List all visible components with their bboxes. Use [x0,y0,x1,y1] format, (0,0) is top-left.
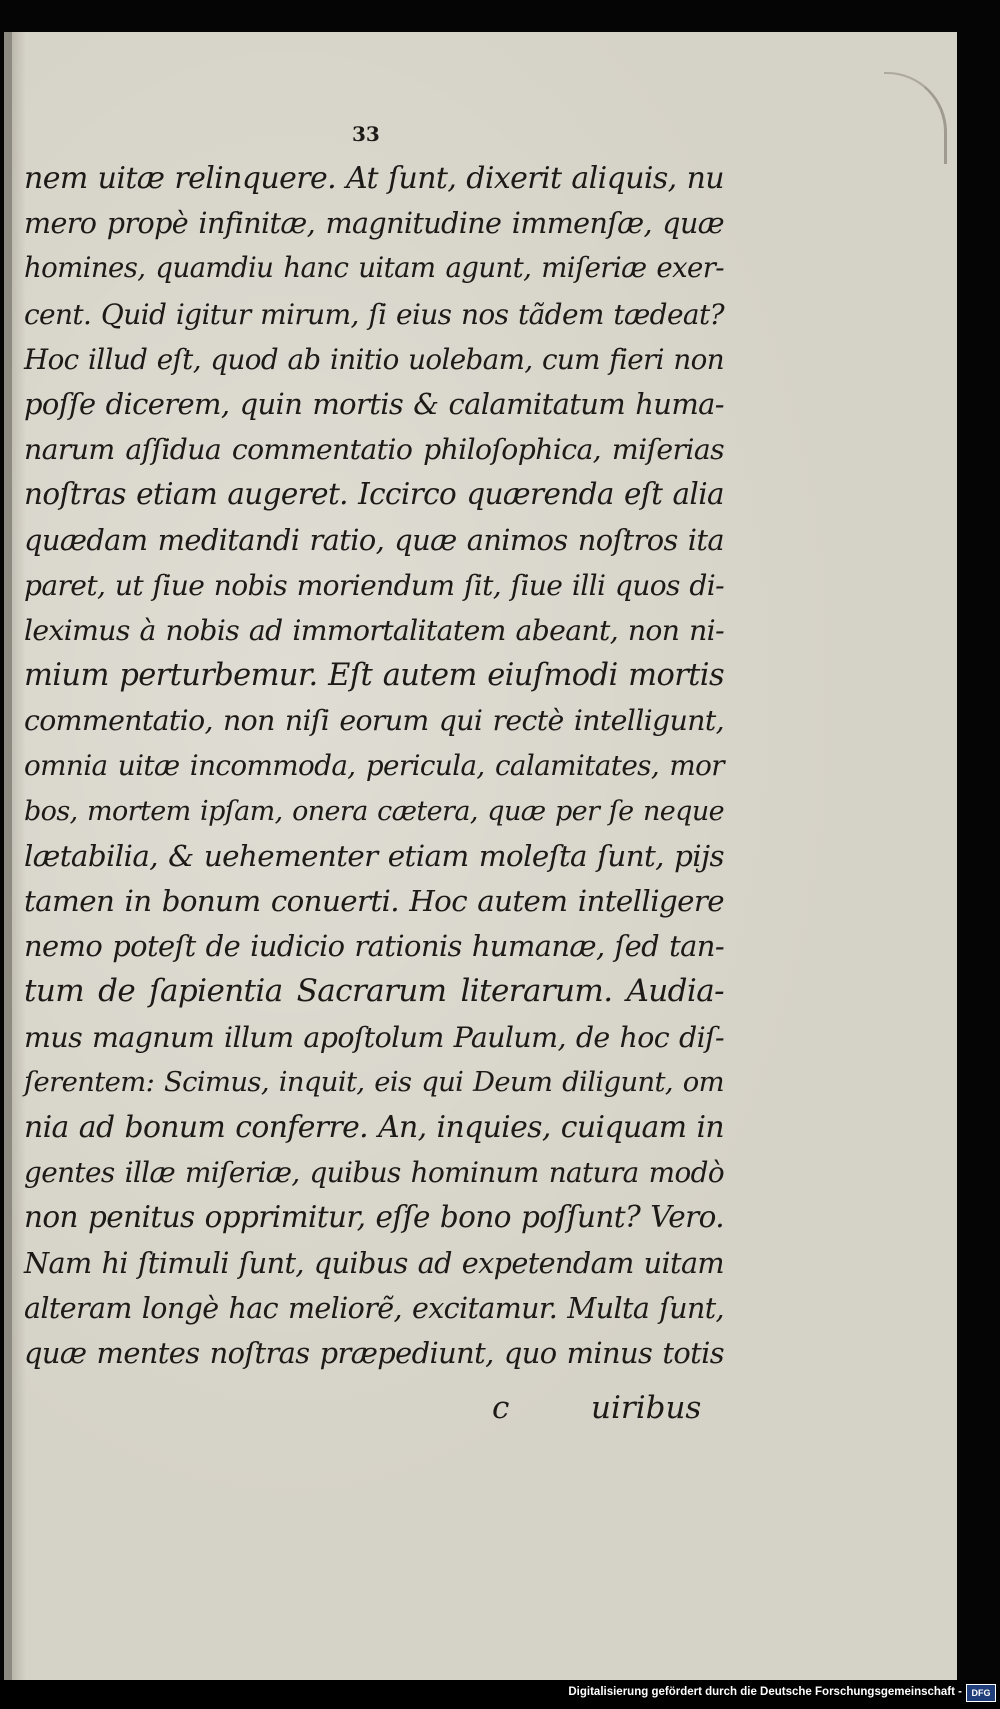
text-line: quædam meditandi ratio, quæ animos noſtros ita [24,522,724,557]
catchword: uiribus [591,1390,702,1426]
text-line: poſſe dicerem, quin mortis & calamitatum huma- [24,386,724,421]
page-number: 33 [352,122,380,146]
text-line: narum aſſidua commentatio philoſophica, miſerias [24,433,724,467]
text-line: cent. Quid igitur mirum, ſi eius nos tãdem tædeat? [24,297,724,331]
text-line: nem uitæ relinquere. At ſunt, dixerit aliquis, nu [24,161,724,196]
text-line: tum de ſapientia Sacrarum literarum. Audia- [24,973,724,1010]
text-line: nia ad bonum conferre. An, inquies, cuiquam in [24,1109,724,1145]
text-line: alteram longè hac meliorẽ, excitamur. Multa ſunt, [24,1291,724,1325]
text-line: mium perturbemur. Eſt autem eiuſmodi mortis [24,658,724,694]
signature-mark: c [492,1390,510,1426]
paper-stain [884,72,947,164]
text-line: nemo poteſt de iudicio rationis humanæ, ſed tan- [24,929,724,964]
text-line: gentes illæ miſeriæ, quibus hominum natura modò [24,1156,724,1190]
text-line: paret, ut ſiue nobis moriendum ſit, ſiue illi quos di- [24,568,724,602]
text-line: quæ mentes noſtras præpediunt, quo minus totis [24,1335,724,1370]
dfg-logo-icon: DFG [966,1684,996,1702]
text-line: omnia uitæ incommoda, pericula, calamitates, mor [24,749,724,783]
funding-credit: Digitalisierung gefördert durch die Deutsche Forschungsgemeinschaft - [568,1686,962,1698]
text-line: non penitus opprimitur, eſſe bono poſſunt? Vero. [24,1200,724,1235]
text-line: leximus à nobis ad immortalitatem abeant, non ni- [24,613,724,647]
text-line: mero propè infinitæ, magnitudine immenſæ, quæ [24,206,724,241]
text-line: Nam hi ſtimuli ſunt, quibus ad expetendam uitam [24,1245,724,1280]
text-line: lætabilia, & uehementer etiam moleſta ſunt, pijs [24,838,724,873]
text-line: bos, mortem ipſam, onera cætera, quæ per ſe neque [24,795,724,827]
page-foot-line [0,1390,953,1435]
text-line: ſerentem: Scimus, inquit, eis qui Deum diligunt, om [24,1066,724,1098]
text-line: noſtras etiam augeret. Iccirco quærenda eſt alia [24,477,724,512]
digitization-footer [0,1680,1000,1709]
text-line: tamen in bonum conuerti. Hoc autem intelligere [24,884,724,918]
body-text [24,156,724,1376]
text-line: mus magnum illum apoſtolum Paulum, de hoc diſ- [24,1020,724,1054]
text-line: commentatio, non niſi eorum qui rectè intelligunt, [24,704,724,738]
text-line: homines, quamdiu hanc uitam agunt, miſeriæ exer- [24,252,724,285]
text-line: Hoc illud eſt, quod ab initio uolebam, cum fieri non [24,342,724,376]
